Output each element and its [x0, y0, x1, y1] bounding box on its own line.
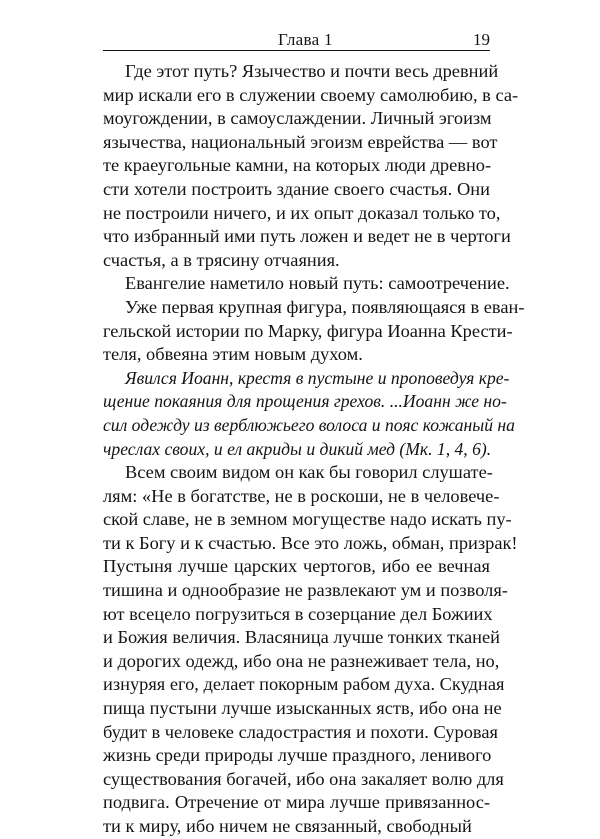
text-line: сил одежду из верблюжьего волоса и пояс кожаный на [103, 414, 515, 435]
text-line: мир искали его в служении своему самолюбию, в са- [103, 84, 519, 105]
text-line: теля, обвеяна этим новым духом. [103, 344, 363, 365]
text-line: ти к миру, ибо ничем не связанный, свободный [103, 816, 472, 836]
text-line: тишина и однообразие не развлекают ум и позволя- [103, 580, 508, 601]
paragraph [103, 367, 515, 461]
text-line: гельской истории по Марку, фигура Иоанна Крести- [103, 320, 513, 341]
text-line: Уже первая крупная фигура, появляющаяся в еван- [125, 296, 525, 317]
text-line: и Божия величия. Власяница лучше тонких тканей [103, 627, 501, 648]
text-line: счастья, а в трясину отчаяния. [103, 249, 340, 270]
text-line: Где этот путь? Язычество и почти весь древний [125, 61, 499, 81]
text-line: Евангелие наметило новый путь: самоотречение. [125, 273, 510, 294]
text-line: Всем своим видом он как бы говорил слушате- [125, 462, 493, 483]
paragraph [103, 60, 519, 272]
page-number: 19 [473, 30, 490, 49]
text-line: сти хотели построить здание своего счастья. Они [103, 178, 490, 199]
text-line: будит в человеке сладострастия и похоти. Суровая [103, 721, 498, 742]
body-text [103, 60, 525, 839]
text-line: жизнь среди природы лучше праздного, ленивого [103, 745, 492, 766]
text-line: чреслах своих, и ел акриды и дикий мед (Мк. 1, 4, 6). [103, 438, 492, 459]
text-line: те краеугольные камни, на которых люди древно- [103, 155, 492, 176]
header-rule [103, 50, 490, 51]
text-line: ют всецело погрузиться в созерцание дел Божиих [103, 603, 493, 624]
text-line: что избранный ими путь ложен и ведет не в чертоги [103, 226, 511, 247]
text-line: лям: «Не в богатстве, не в роскоши, не в человече- [103, 485, 500, 506]
text-line: не построили ничего, и их опыт доказал только то, [103, 202, 501, 223]
text-line: ти к Богу и к счастью. Все это ложь, обман, призрак! [103, 532, 518, 553]
paragraph [103, 461, 518, 839]
text-line: моугождении, в самоуслаждении. Личный эгоизм [103, 108, 492, 129]
text-line: ской славе, не в земном могуществе надо искать пу- [103, 509, 512, 530]
text-line: существования богачей, ибо она закаляет волю для [103, 768, 504, 789]
chapter-title: Глава 1 [278, 30, 333, 49]
paragraph [103, 296, 525, 367]
text-line: Явился Иоанн, крестя в пустыне и проповедуя кре- [125, 367, 510, 388]
text-line: и дорогих одежд, ибо она не разнеживает тела, но, [103, 650, 500, 671]
text-line: щение покаяния для прощения грехов. ...Иоанн же но- [103, 391, 507, 412]
text-line: Пустыня лучше царских чертогов, ибо ее вечная [103, 556, 490, 577]
text-line: подвига. Отречение от мира лучше привязаннос- [103, 792, 490, 813]
paragraph [103, 272, 510, 296]
text-line: пища пустыни лучше изысканных яств, ибо она не [103, 698, 502, 719]
text-line: изнуряя его, делает покорным рабом духа. Скудная [103, 674, 505, 695]
text-line: язычества, национальный эгоизм еврейства — вот [103, 131, 498, 152]
running-header [103, 28, 490, 50]
